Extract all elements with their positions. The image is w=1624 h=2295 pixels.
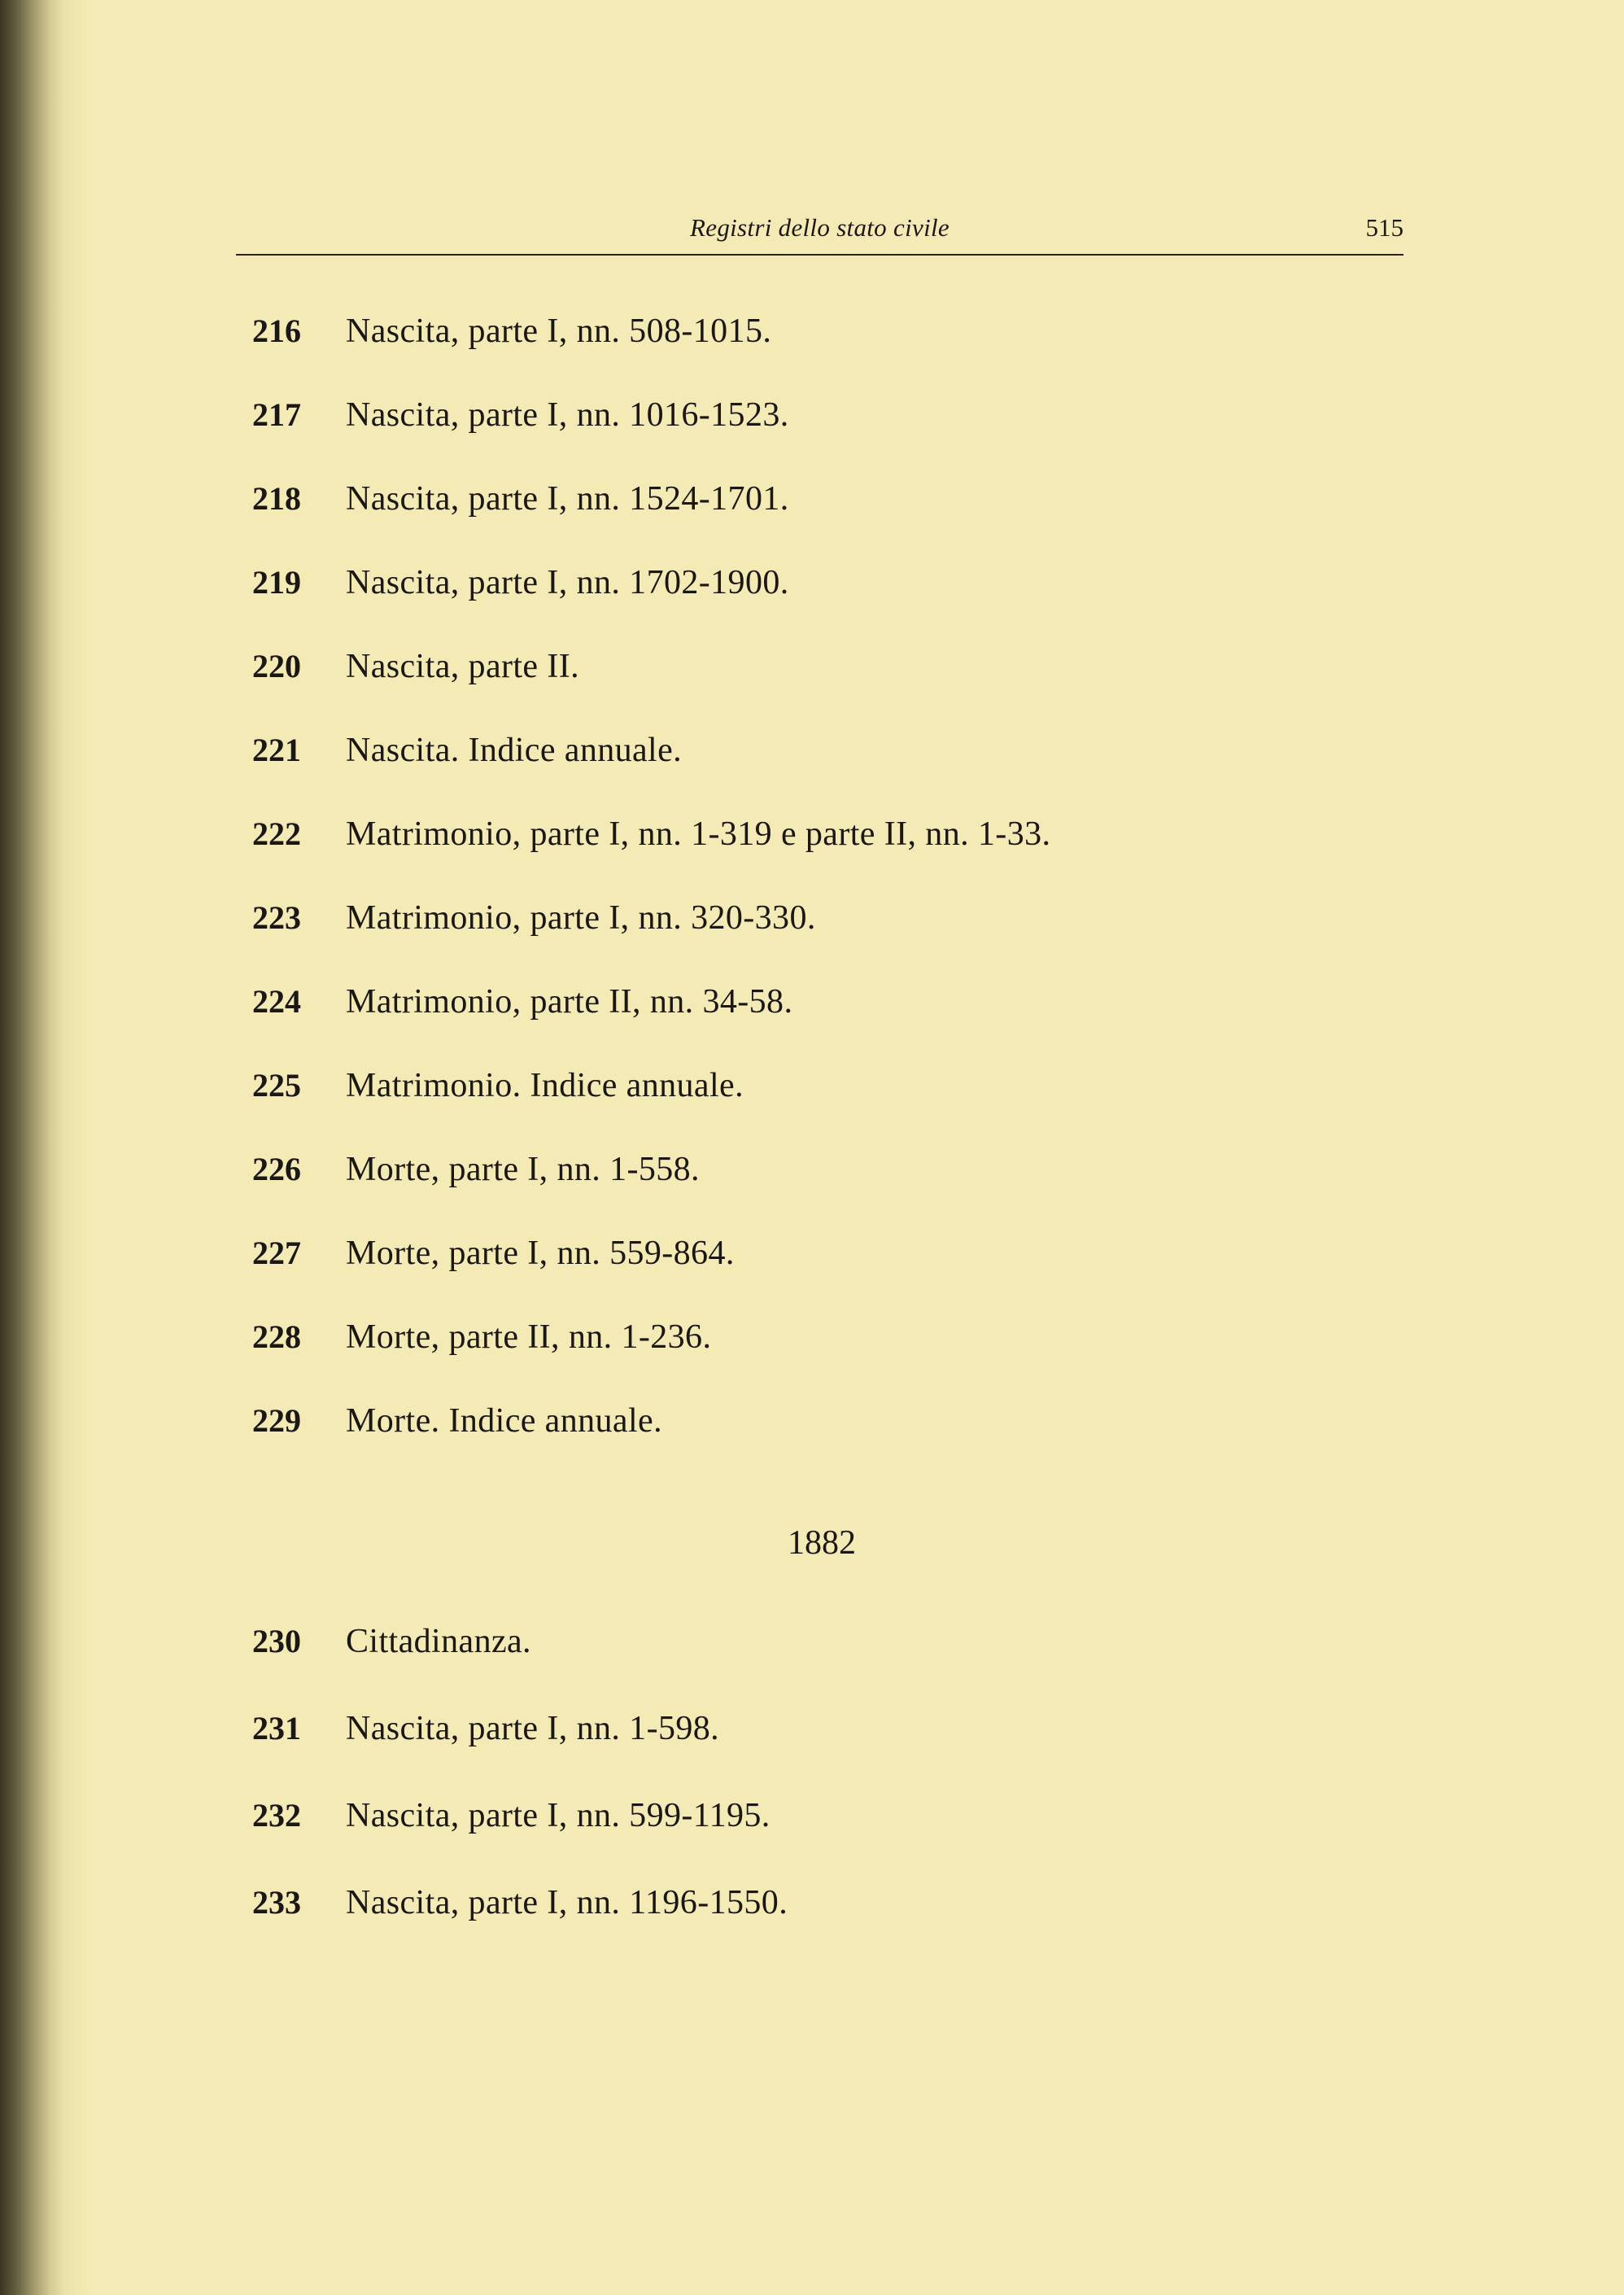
entry-description: Nascita. Indice annuale. xyxy=(346,732,683,769)
entry-description: Matrimonio. Indice annuale. xyxy=(346,1067,744,1104)
entry-list xyxy=(236,303,1375,1476)
list-item xyxy=(236,1613,1375,1700)
entry-description: Matrimonio, parte II, nn. 34-58. xyxy=(346,983,793,1021)
list-item xyxy=(236,1309,1375,1392)
entry-number: 227 xyxy=(252,1235,301,1271)
entry-description: Nascita, parte I, nn. 599-1195. xyxy=(346,1797,771,1834)
entry-number: 225 xyxy=(252,1067,301,1104)
list-item xyxy=(236,806,1375,890)
list-item xyxy=(236,638,1375,722)
entry-description: Morte, parte II, nn. 1-236. xyxy=(346,1318,712,1356)
list-item xyxy=(236,1057,1375,1141)
page-header xyxy=(236,205,1404,256)
entry-number: 231 xyxy=(252,1710,301,1746)
entry-list-1882 xyxy=(236,1613,1375,1961)
entry-number: 216 xyxy=(252,313,301,349)
list-item xyxy=(236,973,1375,1057)
list-item xyxy=(236,470,1375,554)
entry-description: Morte, parte I, nn. 1-558. xyxy=(346,1151,700,1188)
entry-number: 220 xyxy=(252,648,301,684)
entry-number: 218 xyxy=(252,480,301,517)
list-item xyxy=(236,387,1375,470)
entry-description: Cittadinanza. xyxy=(346,1623,531,1660)
entry-number: 233 xyxy=(252,1884,301,1921)
entry-description: Morte, parte I, nn. 559-864. xyxy=(346,1235,735,1272)
entry-description: Nascita, parte I, nn. 1196-1550. xyxy=(346,1884,788,1921)
list-item xyxy=(236,1141,1375,1225)
entry-description: Nascita, parte I, nn. 1016-1523. xyxy=(346,396,789,434)
list-item xyxy=(236,1874,1375,1961)
entry-number: 222 xyxy=(252,815,301,852)
entry-description: Nascita, parte II. xyxy=(346,648,580,685)
list-item xyxy=(236,1787,1375,1874)
page-number: 515 xyxy=(1365,213,1404,242)
entry-number: 221 xyxy=(252,732,301,768)
entry-number: 230 xyxy=(252,1623,301,1659)
entry-description: Nascita, parte I, nn. 1702-1900. xyxy=(346,564,789,601)
entry-number: 219 xyxy=(252,564,301,601)
entry-description: Nascita, parte I, nn. 1-598. xyxy=(346,1710,720,1747)
entry-number: 226 xyxy=(252,1151,301,1187)
running-title: Registri dello stato civile xyxy=(690,213,950,242)
entry-number: 217 xyxy=(252,396,301,433)
entry-description: Morte. Indice annuale. xyxy=(346,1402,662,1440)
list-item xyxy=(236,303,1375,387)
list-item xyxy=(236,890,1375,973)
list-item xyxy=(236,1700,1375,1787)
list-item xyxy=(236,722,1375,806)
entry-description: Nascita, parte I, nn. 1524-1701. xyxy=(346,480,789,518)
entry-description: Matrimonio, parte I, nn. 1-319 e parte II, nn. 1-33. xyxy=(346,815,1051,853)
entry-number: 229 xyxy=(252,1402,301,1439)
entry-number: 228 xyxy=(252,1318,301,1355)
entry-number: 223 xyxy=(252,899,301,936)
entry-description: Nascita, parte I, nn. 508-1015. xyxy=(346,313,772,350)
year-heading: 1882 xyxy=(788,1524,856,1562)
entry-number: 224 xyxy=(252,983,301,1020)
list-item xyxy=(236,1392,1375,1476)
entry-description: Matrimonio, parte I, nn. 320-330. xyxy=(346,899,816,937)
list-item xyxy=(236,1225,1375,1309)
entry-number: 232 xyxy=(252,1797,301,1834)
list-item xyxy=(236,554,1375,638)
